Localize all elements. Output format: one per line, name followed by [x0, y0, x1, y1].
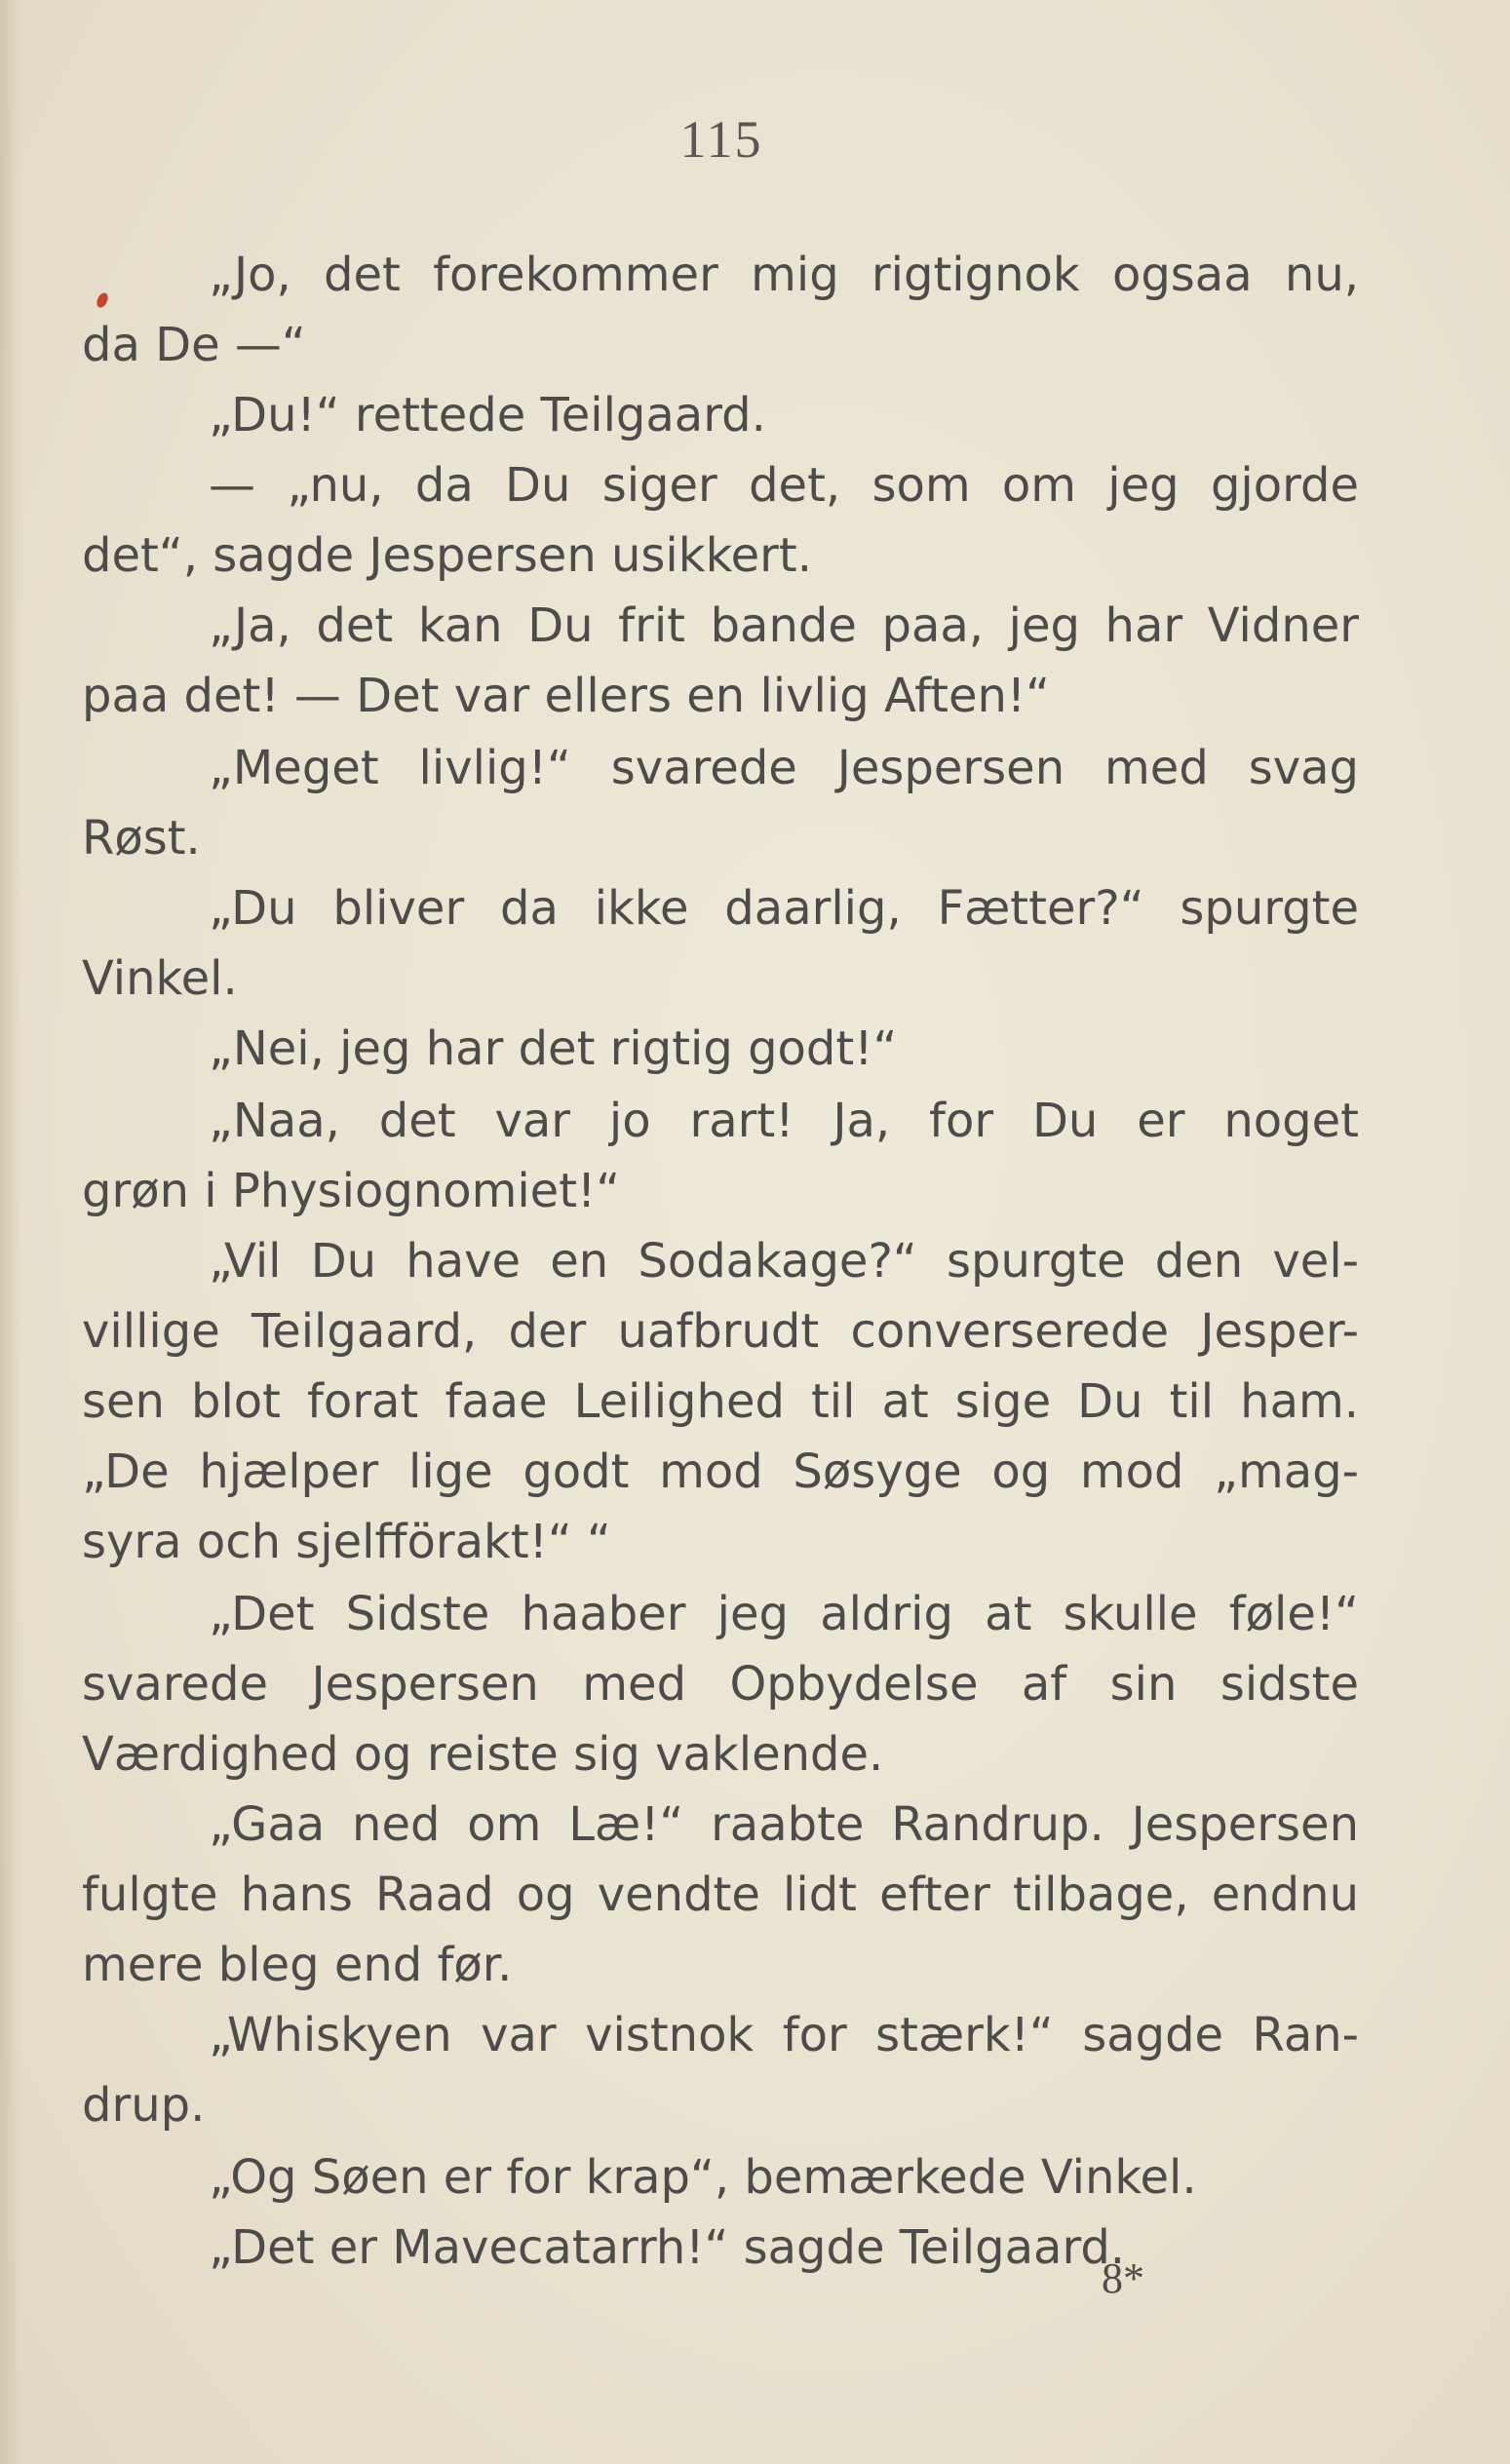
- text-line: — „nu, da Du siger det, som om jeg gjorde: [209, 458, 1359, 513]
- text-line: Røst.: [82, 811, 201, 866]
- text-line: villige Teilgaard, der uafbrudt converserede Jesper-: [82, 1304, 1359, 1359]
- text-line: „Jo, det forekommer mig rigtignok ogsaa nu,: [209, 248, 1359, 302]
- text-line: „Du!“ rettede Teilgaard.: [209, 388, 766, 443]
- text-line: „Naa, det var jo rart! Ja, for Du er noget: [209, 1094, 1359, 1148]
- text-line: „Det er Mavecatarrh!“ sagde Teilgaard.: [209, 2220, 1126, 2275]
- text-line: „Det Sidste haaber jeg aldrig at skulle føle!“: [209, 1587, 1359, 1641]
- text-line: det“, sagde Jespersen usikkert.: [82, 528, 812, 583]
- text-line: „Gaa ned om Læ!“ raabte Randrup. Jespersen: [209, 1797, 1359, 1852]
- text-line: da De —“: [82, 318, 306, 372]
- text-line: „Ja, det kan Du frit bande paa, jeg har Vidner: [209, 598, 1359, 653]
- text-line: svarede Jespersen med Opbydelse af sin sidste: [82, 1657, 1359, 1712]
- text-line: sen blot forat faae Leilighed til at sige Du til ham.: [82, 1374, 1359, 1429]
- text-line: fulgte hans Raad og vendte lidt efter tilbage, endnu: [82, 1867, 1359, 1922]
- text-line: „Whiskyen var vistnok for stærk!“ sagde Ran-: [209, 2008, 1359, 2062]
- text-line: Værdighed og reiste sig vaklende.: [82, 1727, 884, 1782]
- page-spine-shadow: [0, 0, 21, 2464]
- page-number: 115: [679, 110, 763, 169]
- text-line: „De hjælper lige godt mod Søsyge og mod „mag-: [82, 1444, 1359, 1499]
- signature-mark: 8*: [1102, 2254, 1144, 2302]
- text-line: „Og Søen er for krap“, bemærkede Vinkel.: [209, 2150, 1197, 2205]
- text-line: „Nei, jeg har det rigtig godt!“: [209, 1021, 898, 1076]
- text-line: mere bleg end før.: [82, 1938, 513, 1992]
- text-line: drup.: [82, 2078, 206, 2133]
- text-line: „Du bliver da ikke daarlig, Fætter?“ spurgte: [209, 881, 1359, 936]
- text-line: „Vil Du have en Sodakage?“ spurgte den vel-: [209, 1234, 1359, 1289]
- text-line: syra och sjelfförakt!“ “: [82, 1515, 611, 1569]
- text-line: „Meget livlig!“ svarede Jespersen med svag: [209, 741, 1359, 795]
- text-line: Vinkel.: [82, 951, 238, 1006]
- text-line: paa det! — Det var ellers en livlig Aften!“: [82, 669, 1050, 723]
- text-line: grøn i Physiognomiet!“: [82, 1164, 621, 1218]
